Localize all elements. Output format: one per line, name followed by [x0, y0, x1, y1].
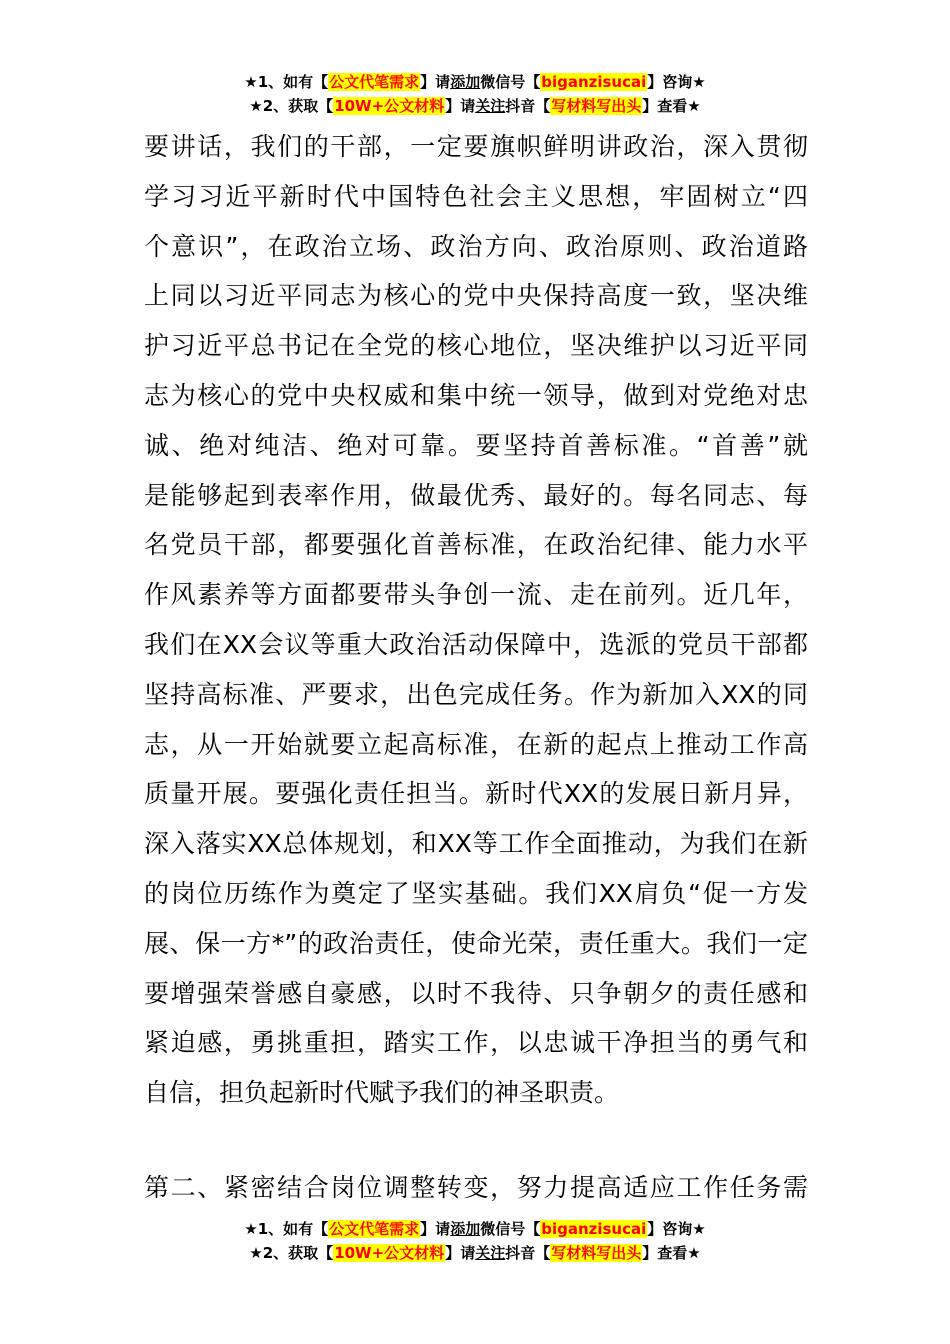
- body-line: 上同以习近平同志为核心的党中央保持高度一致，坚决维: [144, 281, 808, 311]
- body-line: 深入落实XX总体规划，和XX等工作全面推动，为我们在新: [144, 829, 808, 859]
- banner-line-2: ★2、获取【10W+公文材料】请关注抖音【写材料写出头】查看★: [249, 1244, 701, 1262]
- banner-line-2: ★2、获取【10W+公文材料】请关注抖音【写材料写出头】查看★: [249, 97, 701, 115]
- body-line: 自信，担负起新时代赋予我们的神圣职责。: [144, 1078, 620, 1108]
- banner-line-1: ★1、如有【公文代笔需求】请添加微信号【biganzisucai】咨询★: [244, 1220, 706, 1238]
- body-line: 诚、绝对纯洁、绝对可靠。要坚持首善标准。“首善”就: [144, 430, 808, 460]
- banner-highlight-wechat-id: biganzisucai: [541, 1220, 647, 1238]
- body-line: 志，从一开始就要立起高标准，在新的起点上推动工作高: [144, 729, 808, 759]
- body-line: 护习近平总书记在全党的核心地位，坚决维护以习近平同: [144, 331, 808, 361]
- body-line: 我们在XX会议等重大政治活动保障中，选派的党员干部都: [144, 629, 808, 659]
- banner-highlight-materials: 10W+公文材料: [334, 97, 445, 115]
- banner-highlight-douyin: 写材料写出头: [551, 97, 642, 115]
- banner-highlight-wechat-id: biganzisucai: [541, 73, 647, 91]
- section-heading: 第二、紧密结合岗位调整转变，努力提高适应工作任务需: [144, 1173, 808, 1202]
- body-paragraph: [144, 122, 808, 1118]
- header-banner: [0, 70, 950, 118]
- body-line: 的岗位历练作为奠定了坚实基础。我们XX肩负“促一方发: [144, 878, 808, 908]
- footer-banner: [0, 1217, 950, 1265]
- body-line: 紧迫感，勇挑重担，踏实工作，以忠诚干净担当的勇气和: [144, 1028, 808, 1058]
- body-line: 坚持高标准、严要求，出色完成任务。作为新加入XX的同: [144, 679, 808, 709]
- body-line: 要讲话，我们的干部，一定要旗帜鲜明讲政治，深入贯彻: [144, 132, 808, 161]
- body-line: 作风素养等方面都要带头争创一流、走在前列。近几年，: [144, 580, 808, 610]
- banner-line-1: ★1、如有【公文代笔需求】请添加微信号【biganzisucai】咨询★: [244, 73, 706, 91]
- body-line: 志为核心的党中央权威和集中统一领导，做到对党绝对忠: [144, 380, 808, 410]
- body-line: 学习习近平新时代中国特色社会主义思想，牢固树立“四: [144, 181, 808, 211]
- banner-highlight-douyin: 写材料写出头: [551, 1244, 642, 1262]
- body-line: 展、保一方*”的政治责任，使命光荣，责任重大。我们一定: [144, 928, 808, 958]
- banner-highlight-materials: 10W+公文材料: [334, 1244, 445, 1262]
- body-line: 要增强荣誉感自豪感，以时不我待、只争朝夕的责任感和: [144, 978, 808, 1008]
- body-line: 是能够起到表率作用，做最优秀、最好的。每名同志、每: [144, 480, 808, 510]
- body-line: 个意识”，在政治立场、政治方向、政治原则、政治道路: [144, 231, 808, 261]
- body-line: 名党员干部，都要强化首善标准，在政治纪律、能力水平: [144, 530, 808, 560]
- banner-highlight-service: 公文代笔需求: [329, 73, 420, 91]
- banner-highlight-service: 公文代笔需求: [329, 1220, 420, 1238]
- body-line: 质量开展。要强化责任担当。新时代XX的发展日新月异，: [144, 779, 808, 809]
